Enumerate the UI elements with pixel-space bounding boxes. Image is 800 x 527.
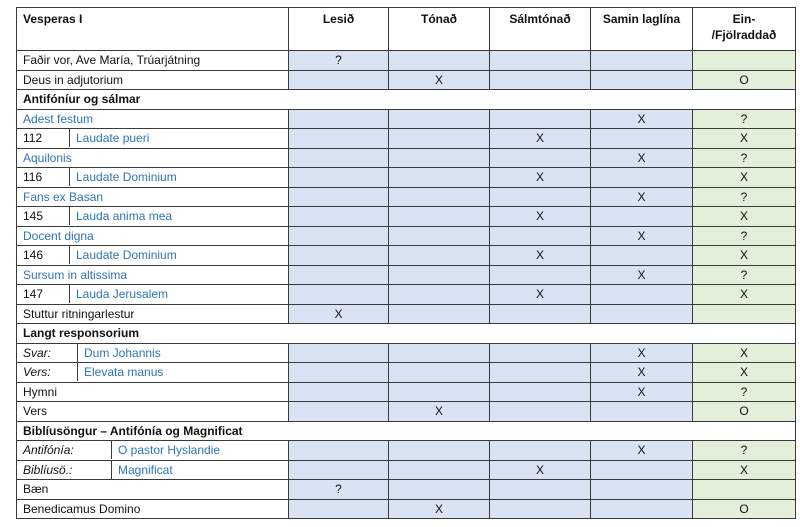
table-row: [17, 285, 796, 305]
mark-tonad: [389, 109, 490, 129]
part-link: Elevata manus: [84, 365, 164, 380]
mark-salmtonad: [490, 70, 591, 90]
row-label-cell: [17, 382, 289, 402]
mark-samin: [591, 168, 693, 188]
mark-lesid: [289, 109, 389, 129]
mark-lesid: [289, 441, 389, 461]
section-title: Biblíusöngur – Antifónía og Magnificat: [17, 421, 796, 441]
mark-ein: X: [693, 460, 796, 480]
mark-samin: [591, 460, 693, 480]
mark-tonad: [389, 480, 490, 500]
mark-tonad: [389, 265, 490, 285]
psalm-number: 112: [17, 129, 70, 147]
mark-ein: ?: [693, 148, 796, 168]
mark-salmtonad: X: [490, 285, 591, 305]
mark-ein: ?: [693, 382, 796, 402]
antiphon-link: Docent digna: [23, 228, 94, 243]
mark-samin: [591, 304, 693, 324]
mark-samin: X: [591, 187, 693, 207]
part-prefix: Biblíusö.:: [17, 461, 112, 479]
mark-tonad: [389, 207, 490, 227]
mark-ein: ?: [693, 226, 796, 246]
mark-ein: X: [693, 363, 796, 383]
mark-salmtonad: [490, 226, 591, 246]
table-row: [17, 129, 796, 149]
part-link: Magnificat: [118, 462, 173, 477]
section-row: [17, 421, 796, 441]
table-row: [17, 148, 796, 168]
table-row: [17, 382, 796, 402]
header-ein: Ein-: [732, 12, 756, 26]
mark-salmtonad: [490, 187, 591, 207]
mark-samin: X: [591, 109, 693, 129]
row-label: Faðir vor, Ave María, Trúarjátning: [23, 53, 201, 68]
mark-lesid: [289, 460, 389, 480]
mark-ein: [693, 51, 796, 71]
mark-salmtonad: [490, 51, 591, 71]
section-row: [17, 90, 796, 110]
mark-ein: ?: [693, 109, 796, 129]
mark-lesid: [289, 402, 389, 422]
mark-tonad: [389, 285, 490, 305]
part-link: O pastor Hyslandie: [118, 443, 221, 458]
mark-salmtonad: X: [490, 246, 591, 266]
mark-tonad: [389, 168, 490, 188]
mark-lesid: X: [289, 304, 389, 324]
psalm-number: 146: [17, 246, 70, 264]
row-label-cell: [17, 109, 289, 129]
mark-tonad: [389, 51, 490, 71]
mark-ein: ?: [693, 265, 796, 285]
mark-salmtonad: [490, 109, 591, 129]
part-prefix: Svar:: [17, 344, 78, 362]
mark-lesid: ?: [289, 51, 389, 71]
mark-lesid: [289, 363, 389, 383]
mark-lesid: [289, 499, 389, 519]
table-row: [17, 441, 796, 461]
row-label: Bæn: [23, 482, 49, 497]
table-row: [17, 480, 796, 500]
table-row: [17, 343, 796, 363]
mark-lesid: [289, 246, 389, 266]
part-link: Dum Johannis: [84, 345, 161, 360]
psalm-link: Laudate Dominium: [76, 248, 177, 263]
row-label-cell: [17, 304, 289, 324]
table-row: [17, 226, 796, 246]
mark-salmtonad: [490, 363, 591, 383]
row-label: Deus in adjutorium: [23, 72, 124, 87]
row-label-cell: [17, 207, 289, 227]
row-label: Hymni: [23, 384, 58, 399]
mark-tonad: [389, 226, 490, 246]
mark-samin: X: [591, 441, 693, 461]
mark-samin: X: [591, 265, 693, 285]
row-label-cell: [17, 363, 289, 383]
header-fjolraddad: /Fjölraddað: [711, 28, 777, 42]
mark-ein: O: [693, 402, 796, 422]
row-label-cell: [17, 51, 289, 71]
row-label: Stuttur ritningarlestur: [23, 306, 135, 321]
mark-tonad: [389, 343, 490, 363]
mark-tonad: [389, 148, 490, 168]
mark-samin: [591, 285, 693, 305]
mark-ein: [693, 480, 796, 500]
table-row: [17, 304, 796, 324]
mark-tonad: [389, 187, 490, 207]
table-row: [17, 70, 796, 90]
row-label-cell: [17, 246, 289, 266]
mark-samin: X: [591, 226, 693, 246]
mark-ein: X: [693, 207, 796, 227]
mark-samin: [591, 246, 693, 266]
psalm-link: Laudate pueri: [76, 131, 150, 146]
mark-lesid: [289, 148, 389, 168]
table-row: [17, 460, 796, 480]
mark-salmtonad: [490, 402, 591, 422]
mark-salmtonad: [490, 499, 591, 519]
table-row: [17, 265, 796, 285]
mark-salmtonad: [490, 148, 591, 168]
antiphon-link: Aquilonis: [23, 150, 72, 165]
mark-samin: [591, 499, 693, 519]
antiphon-link: Fans ex Basan: [23, 189, 104, 204]
mark-ein: O: [693, 70, 796, 90]
mark-salmtonad: [490, 480, 591, 500]
mark-ein: O: [693, 499, 796, 519]
mark-tonad: [389, 246, 490, 266]
row-label-cell: [17, 70, 289, 90]
table-row: [17, 51, 796, 71]
mark-tonad: [389, 129, 490, 149]
antiphon-link: Sursum in altissima: [23, 267, 128, 282]
mark-salmtonad: X: [490, 460, 591, 480]
mark-tonad: [389, 363, 490, 383]
mark-lesid: [289, 207, 389, 227]
row-label: Benedicamus Domino: [23, 501, 141, 516]
mark-samin: [591, 207, 693, 227]
mark-salmtonad: [490, 304, 591, 324]
mark-tonad: X: [389, 499, 490, 519]
mark-tonad: [389, 382, 490, 402]
psalm-number: 145: [17, 207, 70, 225]
mark-samin: [591, 70, 693, 90]
table-row: [17, 109, 796, 129]
mark-tonad: [389, 441, 490, 461]
table-row: [17, 363, 796, 383]
row-label-cell: [17, 148, 289, 168]
mark-lesid: [289, 343, 389, 363]
header-salmtonad: Sálmtónað: [490, 8, 591, 51]
section-row: [17, 324, 796, 344]
row-label-cell: [17, 441, 289, 461]
header-samin-laglina: Samin laglína: [591, 8, 693, 51]
table-row: [17, 207, 796, 227]
mark-ein: ?: [693, 187, 796, 207]
mark-salmtonad: [490, 441, 591, 461]
row-label-cell: [17, 285, 289, 305]
mark-lesid: [289, 129, 389, 149]
mark-lesid: [289, 168, 389, 188]
header-lesid: Lesið: [289, 8, 389, 51]
mark-salmtonad: [490, 265, 591, 285]
part-prefix: Antifónía:: [17, 441, 112, 459]
row-label: Vers: [23, 404, 48, 419]
mark-salmtonad: [490, 382, 591, 402]
mark-samin: X: [591, 363, 693, 383]
mark-lesid: ?: [289, 480, 389, 500]
mark-ein: X: [693, 129, 796, 149]
mark-tonad: [389, 304, 490, 324]
table-row: [17, 246, 796, 266]
mark-samin: X: [591, 382, 693, 402]
row-label-cell: [17, 460, 289, 480]
row-label-cell: [17, 402, 289, 422]
mark-samin: [591, 129, 693, 149]
psalm-link: Lauda Jerusalem: [76, 287, 169, 302]
mark-salmtonad: X: [490, 168, 591, 188]
header-row: [17, 8, 796, 51]
row-label-cell: [17, 129, 289, 149]
mark-tonad: [389, 460, 490, 480]
table-row: [17, 168, 796, 188]
row-label-cell: [17, 480, 289, 500]
row-label-cell: [17, 265, 289, 285]
vesperas-table: [16, 7, 796, 519]
row-label-cell: [17, 226, 289, 246]
row-label-cell: [17, 187, 289, 207]
mark-samin: X: [591, 343, 693, 363]
table-row: [17, 402, 796, 422]
mark-samin: [591, 480, 693, 500]
mark-lesid: [289, 70, 389, 90]
mark-ein: X: [693, 168, 796, 188]
mark-ein: ?: [693, 441, 796, 461]
header-tonad: Tónað: [389, 8, 490, 51]
mark-ein: X: [693, 246, 796, 266]
psalm-number: 147: [17, 285, 70, 303]
mark-lesid: [289, 382, 389, 402]
mark-tonad: X: [389, 70, 490, 90]
row-label-cell: [17, 343, 289, 363]
section-title: Antifóníur og sálmar: [17, 90, 796, 110]
mark-lesid: [289, 187, 389, 207]
mark-tonad: X: [389, 402, 490, 422]
mark-salmtonad: [490, 343, 591, 363]
table-row: [17, 499, 796, 519]
mark-samin: [591, 402, 693, 422]
mark-samin: [591, 51, 693, 71]
mark-lesid: [289, 226, 389, 246]
psalm-link: Laudate Dominium: [76, 170, 177, 185]
row-label-cell: [17, 499, 289, 519]
psalm-number: 116: [17, 168, 70, 186]
antiphon-link: Adest festum: [23, 111, 94, 126]
mark-samin: X: [591, 148, 693, 168]
mark-lesid: [289, 285, 389, 305]
table-row: [17, 187, 796, 207]
mark-salmtonad: X: [490, 129, 591, 149]
mark-salmtonad: X: [490, 207, 591, 227]
header-ein-fjolraddad: [693, 8, 796, 51]
mark-ein: X: [693, 343, 796, 363]
psalm-link: Lauda anima mea: [76, 209, 173, 224]
section-title: Langt responsorium: [17, 324, 796, 344]
mark-lesid: [289, 265, 389, 285]
part-prefix: Vers:: [17, 363, 78, 381]
header-vesperas: Vesperas I: [17, 8, 289, 51]
mark-ein: X: [693, 285, 796, 305]
mark-ein: [693, 304, 796, 324]
row-label-cell: [17, 168, 289, 188]
